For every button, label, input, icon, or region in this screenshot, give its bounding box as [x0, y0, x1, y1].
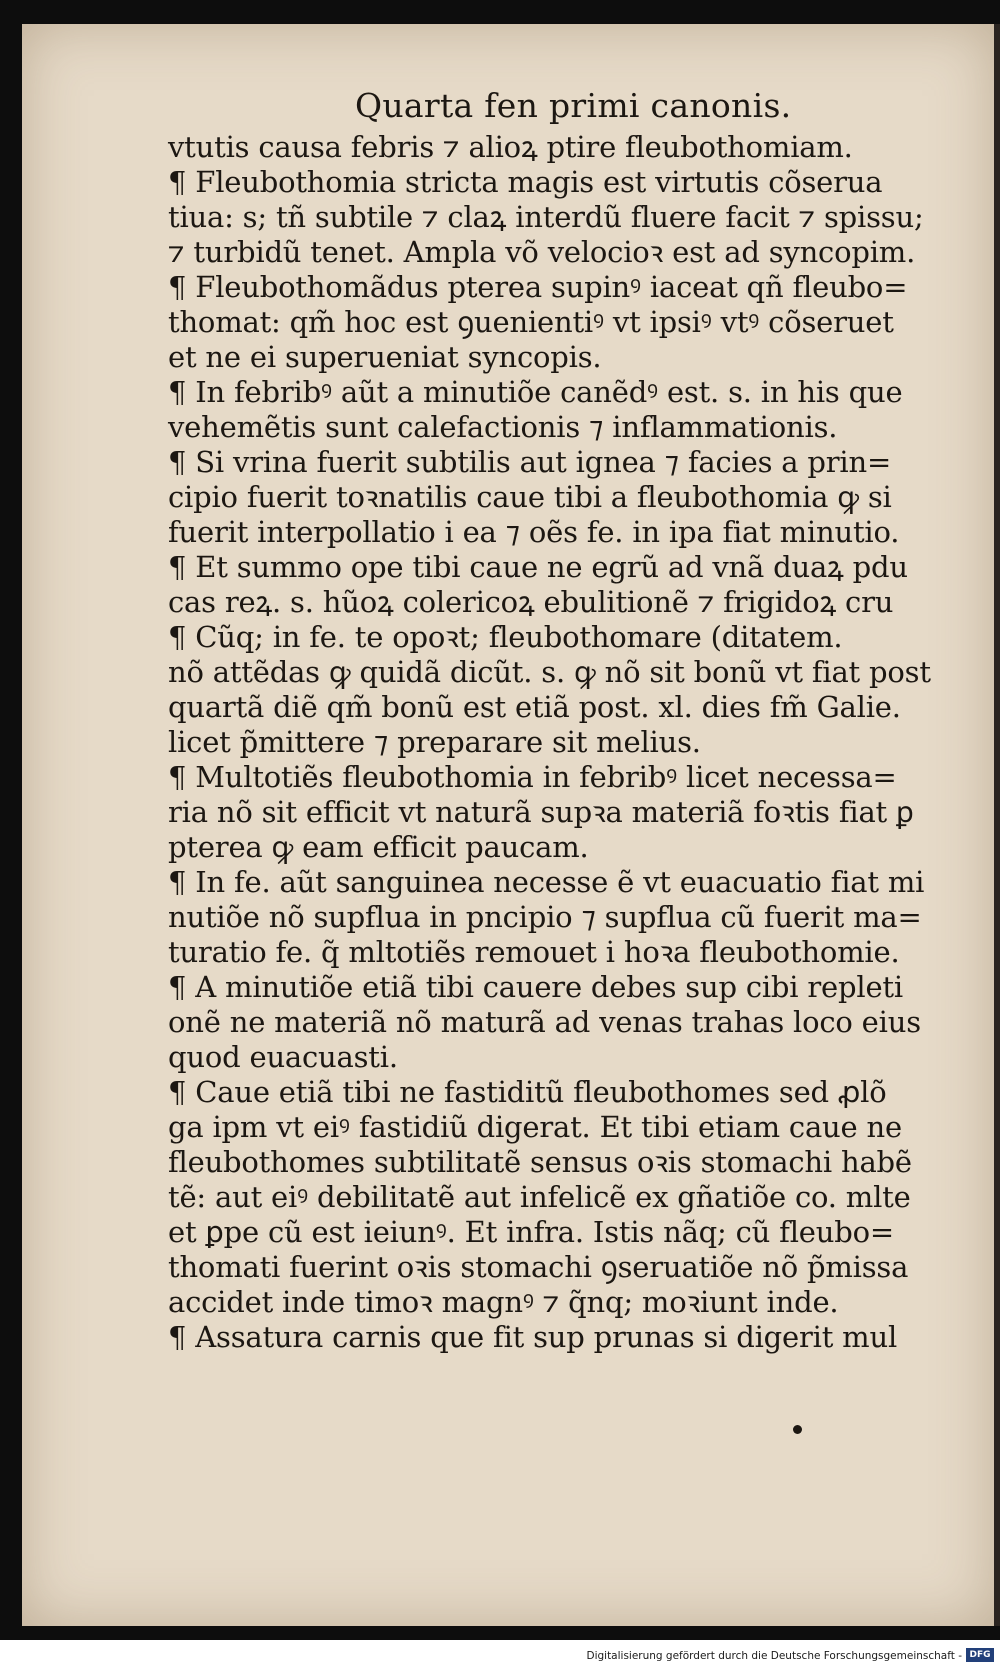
text-line: ¶ In febribꝰ aũt a minutiõe canẽdꝰ est. s. in his que — [168, 375, 903, 409]
text-line: ¶ Multotiẽs fleubothomia in febribꝰ licet necessa= — [168, 760, 897, 794]
text-line: pterea ꝙ eam efficit paucam. — [168, 830, 589, 864]
text-line: tiua: s; tñ subtile ⁊ claꝝ interdũ fluere facit ⁊ spissu; — [168, 200, 924, 234]
text-line: ¶ In fe. aũt sanguinea necesse ẽ vt euacuatio fiat mi — [168, 865, 925, 899]
text-line: ¶ Caue etiã tibi ne fastiditũ fleubothomes sed ꝓlõ — [168, 1075, 887, 1109]
text-line: quartã diẽ qm̃ bonũ est etiã post. xl. dies fm̃ Galie. — [168, 690, 901, 724]
ink-mark — [793, 1425, 802, 1434]
text-line: vtutis causa febris ⁊ alioꝝ ptire fleubothomiam. — [168, 130, 853, 164]
text-line: et ꝑpe cũ est ieiunꝰ. Et infra. Istis nãq; cũ fleubo= — [168, 1215, 894, 1249]
text-line: ¶ Si vrina fuerit subtilis aut ignea ⁊ facies a prin= — [168, 445, 892, 479]
text-line: ¶ Et summo ope tibi caue ne egrũ ad vnã duaꝝ pdu — [168, 550, 908, 584]
text-line: ¶ Fleubothomãdus pterea supinꝰ iaceat qñ fleubo= — [168, 270, 908, 304]
text-line: accidet inde timoꝛ magnꝰ ⁊ q̃nq; moꝛiunt inde. — [168, 1285, 839, 1319]
text-line: thomati fuerint oꝛis stomachi ꝯseruatiõe nõ p̃missa — [168, 1250, 909, 1284]
text-line: fuerit interpollatio i ea ⁊ oẽs fe. in ipa fiat minutio. — [168, 515, 900, 549]
text-line: ¶ Fleubothomia stricta magis est virtutis cõserua — [168, 165, 883, 199]
text-line: onẽ ne materiã nõ maturã ad venas trahas loco eius — [168, 1005, 921, 1039]
text-line: ¶ Assatura carnis que fit sup prunas si digerit mul — [168, 1320, 898, 1354]
text-line: ga ipm vt eiꝰ fastidiũ digerat. Et tibi etiam caue ne — [168, 1110, 902, 1144]
dfg-logo: DFG — [966, 1648, 994, 1662]
text-line: ¶ Cũq; in fe. te opoꝛt; fleubothomare (ditatem. — [168, 620, 843, 654]
running-header: Quarta fen primi canonis. — [355, 86, 792, 125]
text-line: nutiõe nõ supflua in pncipio ⁊ supflua cũ fuerit ma= — [168, 900, 922, 934]
text-line: cas reꝝ. s. hũoꝝ colericoꝝ ebulitionẽ ⁊ frigidoꝝ cru — [168, 585, 894, 619]
text-line: ⁊ turbidũ tenet. Ampla võ velocioꝛ est ad syncopim. — [168, 235, 916, 269]
text-line: et ne ei superueniat syncopis. — [168, 340, 602, 374]
text-line: tẽ: aut eiꝰ debilitatẽ aut infelicẽ ex gñatiõe co. mlte — [168, 1180, 911, 1214]
text-body — [168, 130, 931, 1355]
text-line: ¶ A minutiõe etiã tibi cauere debes sup cibi repleti — [168, 970, 903, 1004]
footer-credit: Digitalisierung gefördert durch die Deutsche Forschungsgemeinschaft - — [586, 1650, 962, 1662]
page-edge — [994, 24, 1000, 1626]
text-line: nõ attẽdas ꝙ quidã dicũt. s. ꝙ nõ sit bonũ vt fiat post — [168, 655, 931, 689]
text-line: quod euacuasti. — [168, 1040, 398, 1074]
text-line: fleubothomes subtilitatẽ sensus oꝛis stomachi habẽ — [168, 1145, 912, 1179]
text-line: thomat: qm̃ hoc est ꝯuenientiꝰ vt ipsiꝰ vtꝰ cõseruet — [168, 305, 894, 339]
text-line: vehemẽtis sunt calefactionis ⁊ inflammationis. — [168, 410, 838, 444]
text-line: cipio fuerit toꝛnatilis caue tibi a fleubothomia ꝙ si — [168, 480, 892, 514]
text-line: ria nõ sit efficit vt naturã supꝛa materiã foꝛtis fiat ꝑ — [168, 795, 914, 829]
text-line: licet p̃mittere ⁊ preparare sit melius. — [168, 725, 701, 759]
text-line: turatio fe. q̃ mltotiẽs remouet i hoꝛa fleubothomie. — [168, 935, 900, 969]
